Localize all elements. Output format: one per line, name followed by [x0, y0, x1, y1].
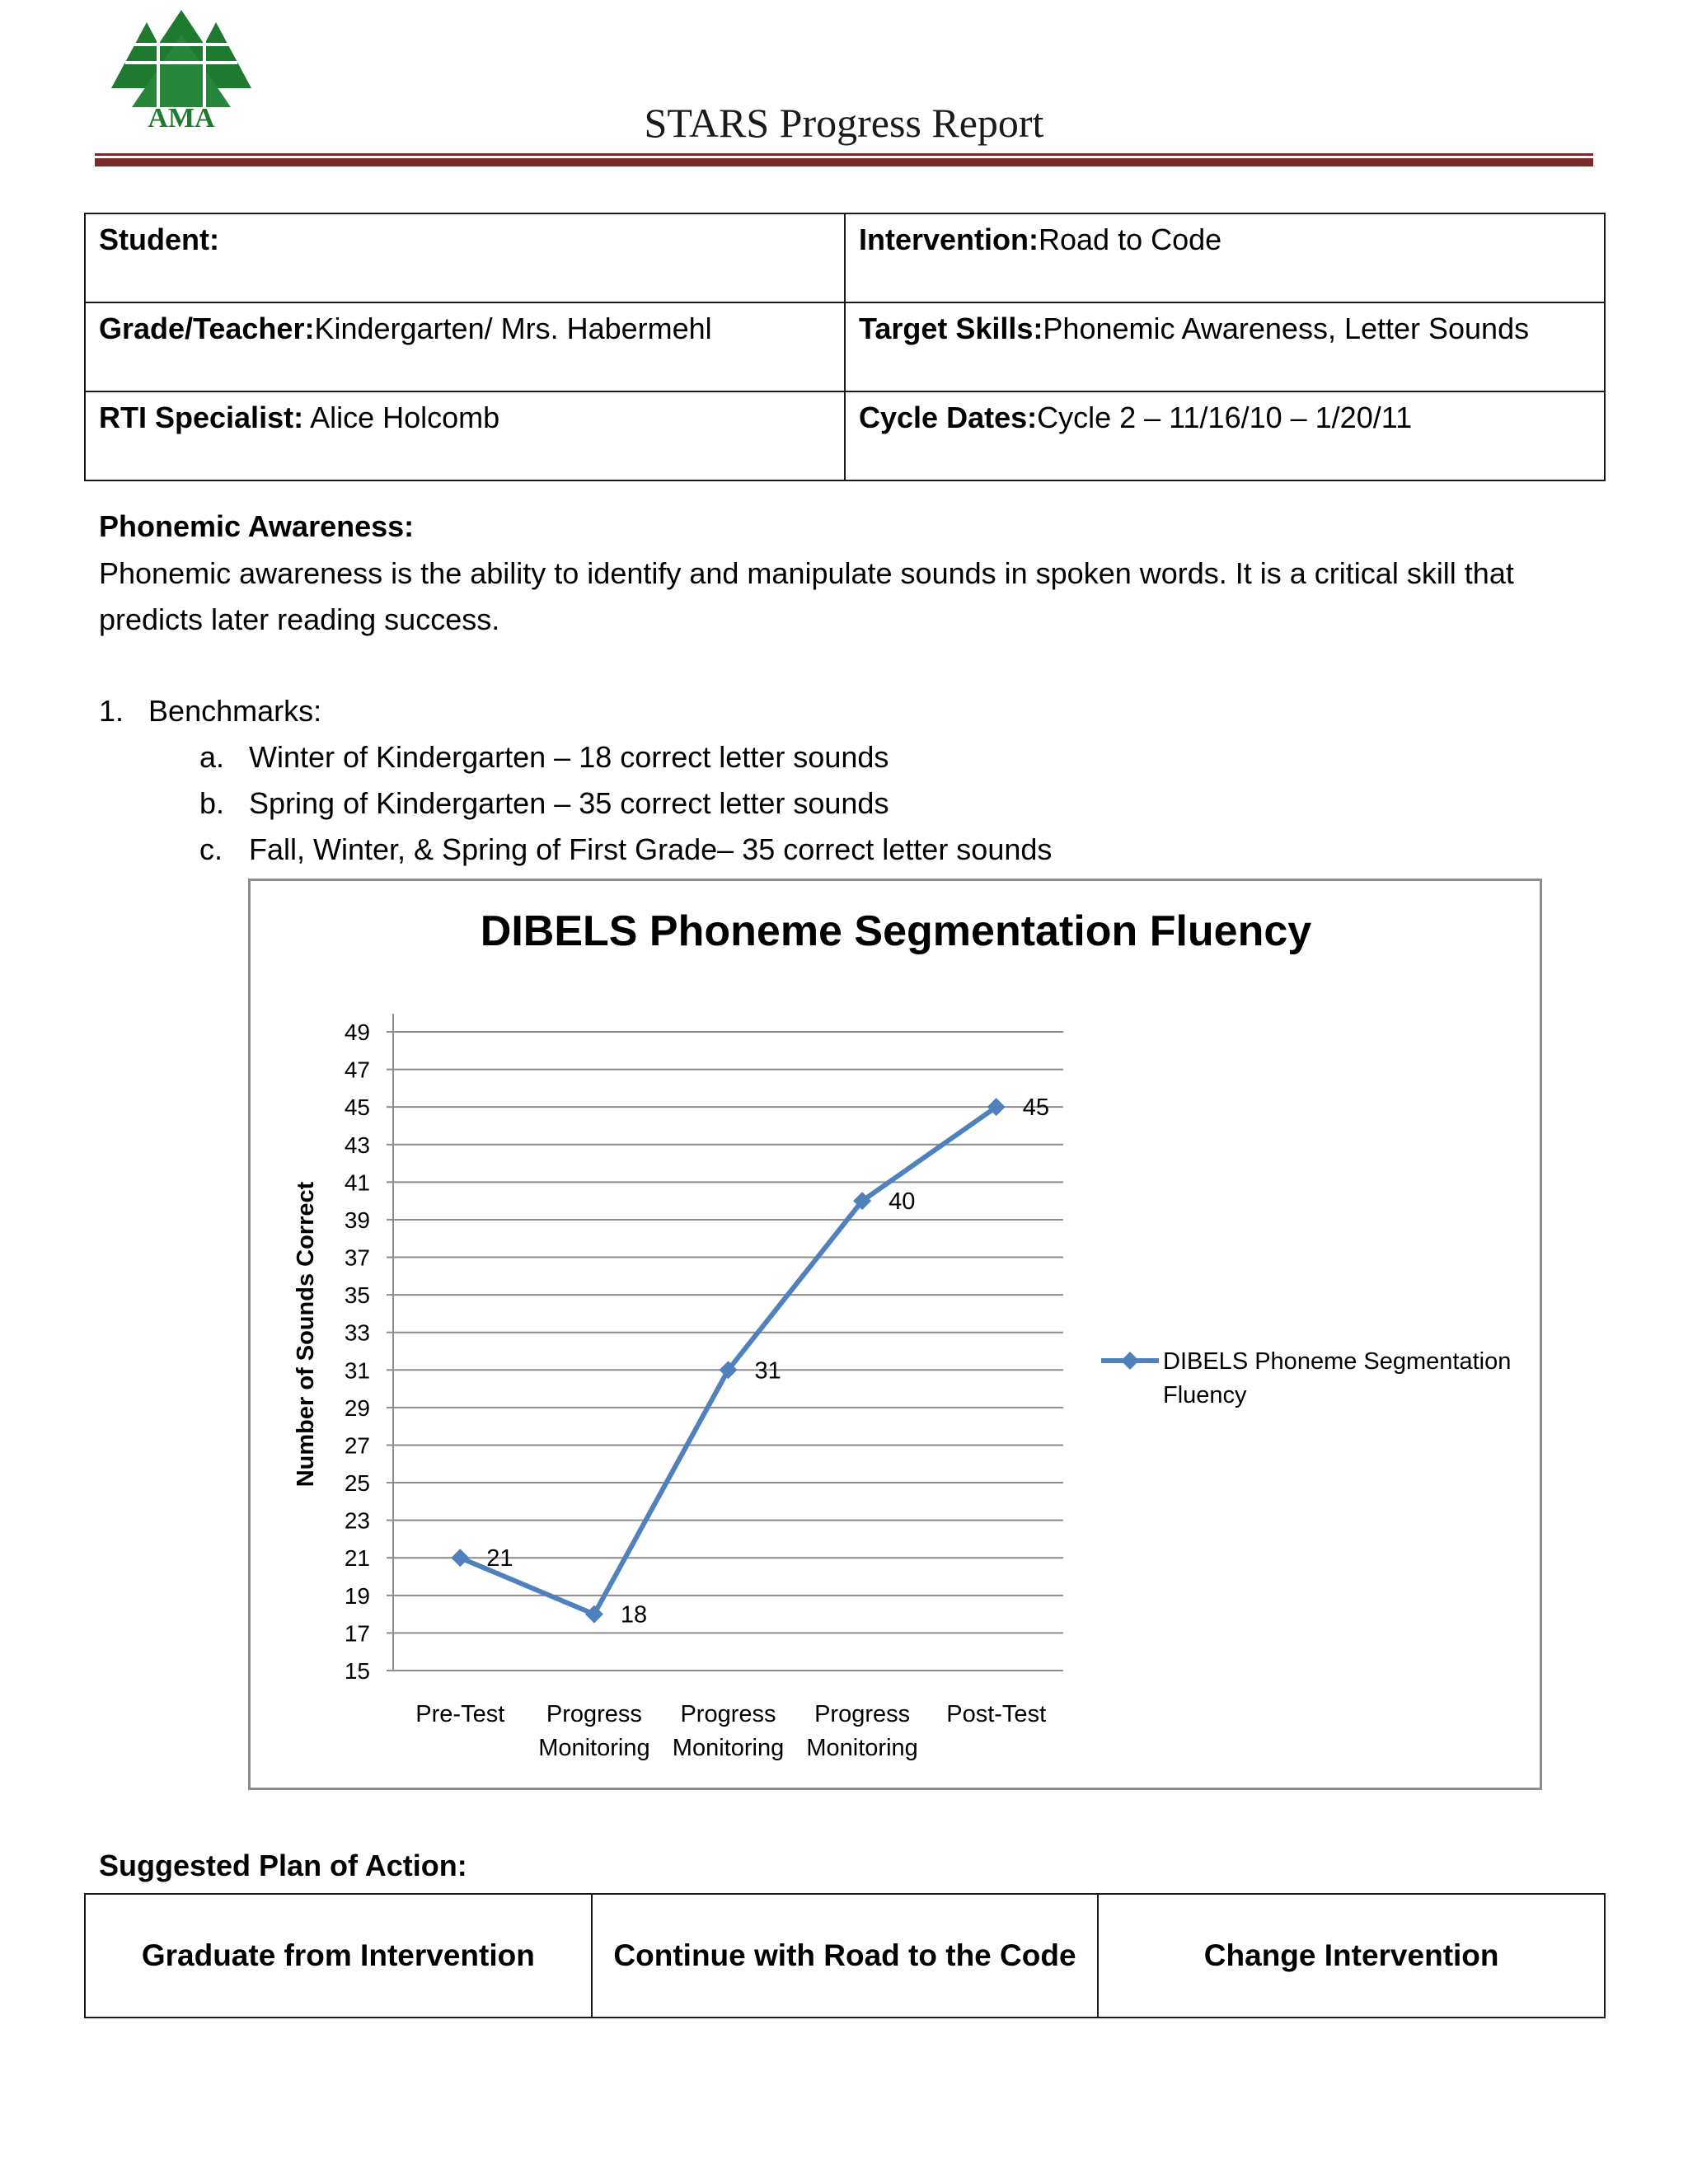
legend-marker [1121, 1352, 1139, 1370]
y-tick-label: 35 [344, 1282, 370, 1309]
y-tick-label: 49 [344, 1019, 370, 1045]
benchmark-text: Fall, Winter, & Spring of First Grade– 35 correct letter sounds [249, 832, 1053, 866]
rti-specialist-value: Alice Holcomb [303, 401, 500, 434]
x-tick-label: Progress [814, 1701, 911, 1727]
student-info-table [84, 213, 1606, 481]
y-tick-label: 43 [344, 1132, 370, 1158]
x-tick-label: Pre-Test [415, 1701, 505, 1727]
page-title: STARS Progress Report [644, 100, 1044, 146]
x-tick-label: Monitoring [538, 1735, 650, 1761]
data-label: 31 [754, 1357, 781, 1385]
grade-teacher-label: Grade/Teacher: [99, 312, 315, 345]
phonemic-heading: Phonemic Awareness: [99, 509, 415, 543]
series-line [460, 1107, 996, 1614]
benchmark-letter: c. [199, 832, 223, 866]
x-tick-label: Monitoring [806, 1735, 918, 1761]
data-label: 40 [889, 1188, 916, 1216]
benchmarks-label: Benchmarks: [148, 694, 322, 728]
student-cell [85, 213, 845, 302]
x-tick-label: Progress [546, 1701, 642, 1727]
cycle-dates-label: Cycle Dates: [859, 401, 1038, 434]
y-axis-label: Number of Sounds Correct [293, 1181, 319, 1488]
x-tick-label: Progress [680, 1701, 776, 1727]
benchmark-text: Winter of Kindergarten – 18 correct letter sounds [249, 740, 889, 774]
student-label: Student: [99, 223, 219, 256]
legend-label: DIBELS Phoneme Segmentation [1163, 1348, 1512, 1375]
rti-specialist-label: RTI Specialist: [99, 401, 304, 434]
graduate-option[interactable]: Graduate from Intervention [85, 1894, 592, 2018]
cycle-dates-cell [845, 391, 1605, 480]
chart-title: DIBELS Phoneme Segmentation Fluency [480, 907, 1312, 955]
y-tick-label: 39 [344, 1207, 370, 1233]
intervention-value: Road to Code [1039, 223, 1222, 256]
target-skills-label: Target Skills: [859, 312, 1043, 345]
y-tick-label: 45 [344, 1094, 370, 1121]
y-tick-label: 29 [344, 1394, 370, 1421]
y-tick-label: 15 [344, 1658, 370, 1684]
y-tick-label: 25 [344, 1470, 370, 1497]
y-tick-label: 17 [344, 1620, 370, 1647]
data-point [585, 1605, 603, 1624]
data-point [451, 1549, 469, 1567]
line-chart [251, 881, 1540, 1788]
x-tick-label: Post-Test [946, 1701, 1047, 1727]
data-label: 18 [620, 1601, 648, 1629]
logo-text: AMA [148, 103, 215, 132]
benchmark-item [199, 786, 889, 821]
action-plan-heading: Suggested Plan of Action: [99, 1849, 467, 1882]
y-tick-label: 37 [344, 1244, 370, 1271]
y-tick-label: 31 [344, 1357, 370, 1384]
y-tick-label: 19 [344, 1582, 370, 1609]
header-rule-thin [95, 153, 1593, 156]
y-tick-label: 33 [344, 1319, 370, 1346]
benchmark-letter: b. [199, 786, 225, 820]
target-skills-cell [845, 302, 1605, 391]
change-intervention-option[interactable]: Change Intervention [1098, 1894, 1605, 2018]
chart-frame [248, 879, 1542, 1790]
phonemic-paragraph: Phonemic awareness is the ability to identify and manipulate sounds in spoken words. It is a critical skill that predicts later reading success. [99, 556, 1514, 636]
grade-teacher-value: Kindergarten/ Mrs. Habermehl [314, 312, 712, 345]
header-rule-thick [95, 158, 1593, 166]
data-label: 45 [1022, 1094, 1049, 1122]
legend-label: Fluency [1163, 1382, 1247, 1408]
benchmark-letter: a. [199, 740, 225, 774]
y-tick-label: 27 [344, 1432, 370, 1459]
grade-teacher-cell [85, 302, 845, 391]
y-tick-label: 41 [344, 1169, 370, 1196]
continue-option[interactable]: Continue with Road to the Code [592, 1894, 1099, 2018]
benchmark-text: Spring of Kindergarten – 35 correct letter sounds [249, 786, 889, 820]
benchmarks-number: 1. [99, 694, 124, 728]
y-tick-label: 23 [344, 1507, 370, 1534]
intervention-label: Intervention: [859, 223, 1039, 256]
benchmarks-heading [99, 694, 321, 729]
rti-specialist-cell [85, 391, 845, 480]
cycle-dates-value: Cycle 2 – 11/16/10 – 1/20/11 [1037, 401, 1413, 434]
action-plan-table [84, 1893, 1606, 2018]
intervention-cell [845, 213, 1605, 302]
target-skills-value: Phonemic Awareness, Letter Sounds [1043, 312, 1530, 345]
benchmark-item [199, 832, 1052, 867]
benchmark-item [199, 740, 889, 775]
y-tick-label: 47 [344, 1057, 370, 1083]
y-tick-label: 21 [344, 1545, 370, 1572]
data-label: 21 [486, 1545, 513, 1572]
x-tick-label: Monitoring [672, 1735, 785, 1761]
